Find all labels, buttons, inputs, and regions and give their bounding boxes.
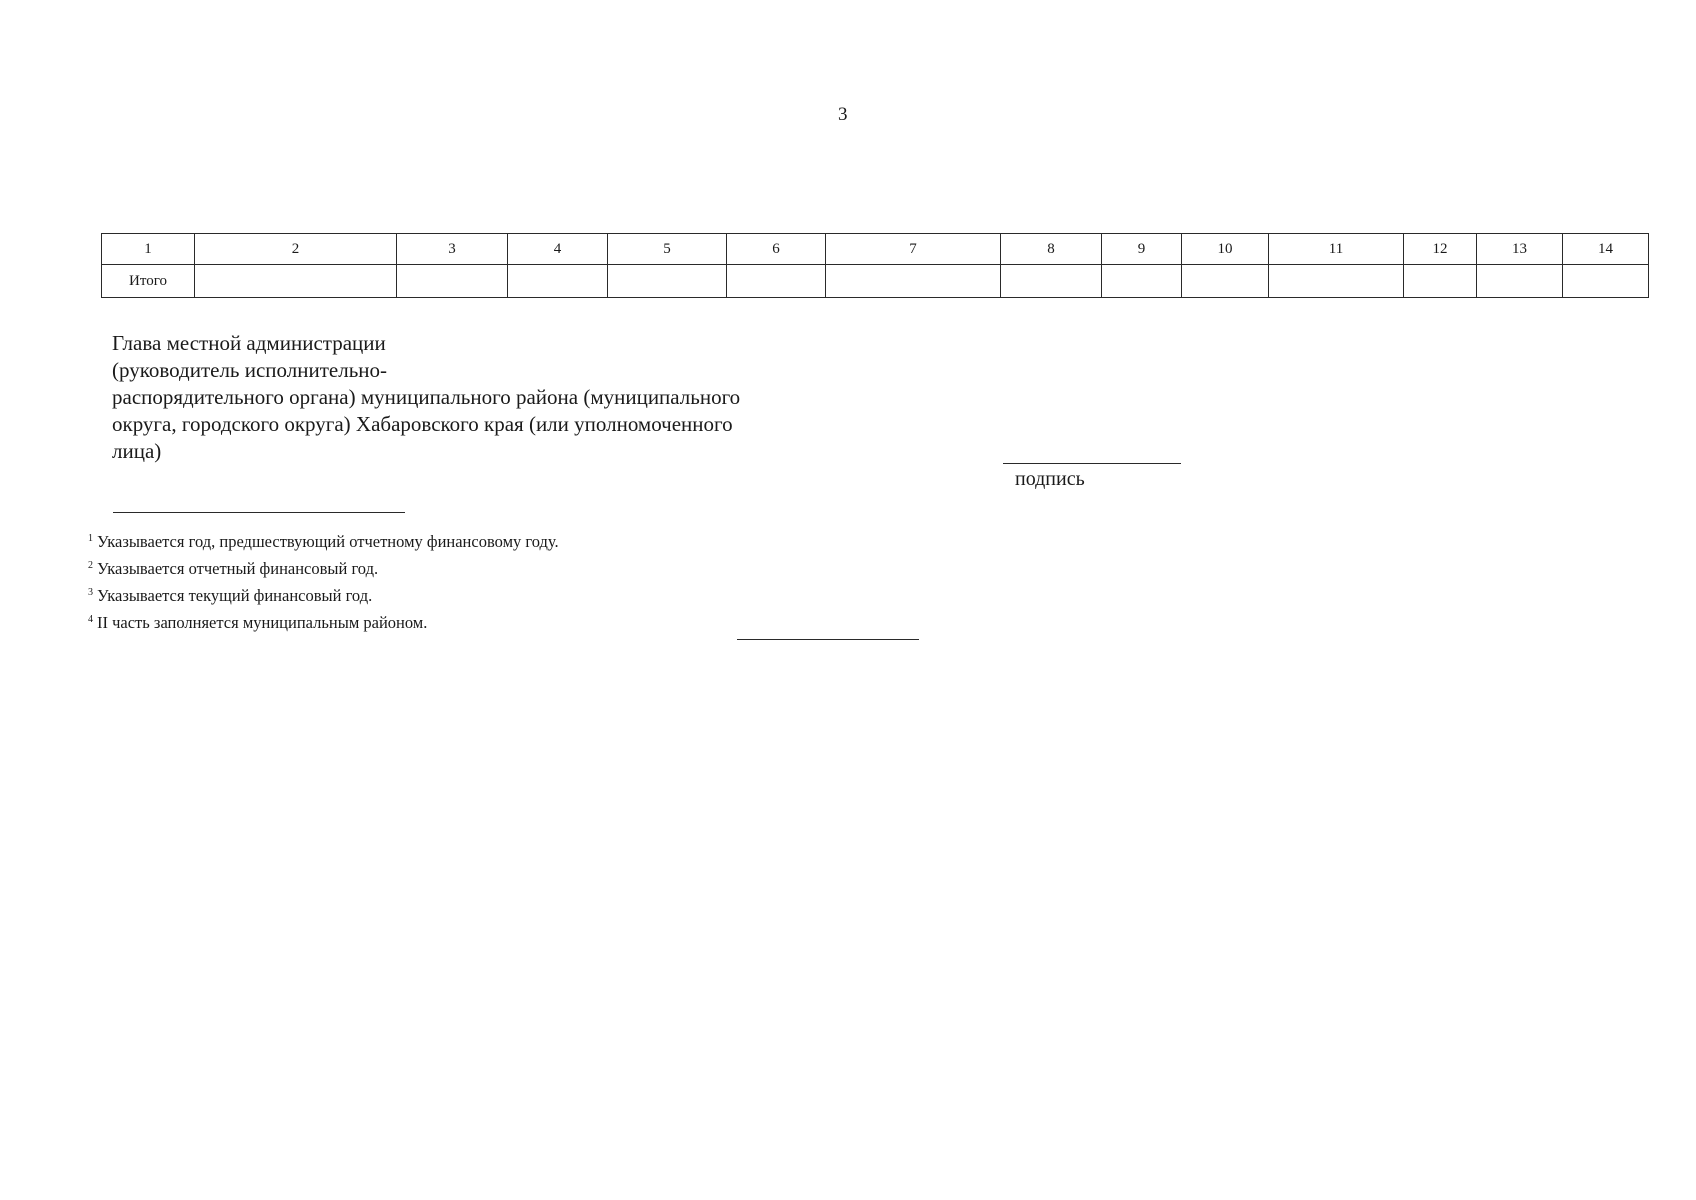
table-cell bbox=[1563, 265, 1649, 298]
footnote-mark: 3 bbox=[88, 587, 93, 598]
column-number: 7 bbox=[826, 234, 1001, 265]
footnote bbox=[88, 554, 559, 581]
footnote bbox=[88, 608, 559, 635]
footnotes bbox=[88, 527, 559, 635]
footnote-text: Указывается год, предшествующий отчетному финансовому году. bbox=[97, 532, 559, 551]
table-cell bbox=[1404, 265, 1477, 298]
summary-table bbox=[101, 233, 1649, 298]
signer-line: (руководитель исполнительно- bbox=[112, 358, 388, 382]
footnote-divider bbox=[113, 512, 405, 513]
column-number: 1 bbox=[102, 234, 195, 265]
table-cell bbox=[727, 265, 826, 298]
footnote bbox=[88, 527, 559, 554]
column-number: 14 bbox=[1563, 234, 1649, 265]
page-number: 3 bbox=[838, 104, 848, 125]
table-cell bbox=[1102, 265, 1182, 298]
total-label: Итого bbox=[102, 265, 195, 298]
signer-line: лица) bbox=[112, 439, 162, 463]
table-cell bbox=[1001, 265, 1102, 298]
table-cell bbox=[608, 265, 727, 298]
column-number: 4 bbox=[508, 234, 608, 265]
table-cell bbox=[1182, 265, 1269, 298]
column-number: 6 bbox=[727, 234, 826, 265]
column-number: 13 bbox=[1477, 234, 1563, 265]
signer-line: Глава местной администрации bbox=[112, 331, 386, 355]
column-number: 11 bbox=[1269, 234, 1404, 265]
signer-line: распорядительного органа) муниципального района (муниципального bbox=[112, 385, 741, 409]
table-cell bbox=[1477, 265, 1563, 298]
table-total-row bbox=[102, 265, 1649, 298]
footnote-mark: 4 bbox=[88, 614, 93, 625]
footnote-mark: 1 bbox=[88, 533, 93, 544]
footnote-text: Указывается отчетный финансовый год. bbox=[97, 559, 379, 578]
footnote-text: II часть заполняется муниципальным районом. bbox=[97, 613, 428, 632]
table-header-row bbox=[102, 234, 1649, 265]
column-number: 5 bbox=[608, 234, 727, 265]
end-divider bbox=[737, 639, 919, 640]
table-cell bbox=[826, 265, 1001, 298]
column-number: 10 bbox=[1182, 234, 1269, 265]
column-number: 8 bbox=[1001, 234, 1102, 265]
table-cell bbox=[508, 265, 608, 298]
table-cell bbox=[1269, 265, 1404, 298]
signer-line: округа, городского округа) Хабаровского края (или уполномоченного bbox=[112, 412, 733, 436]
column-number: 3 bbox=[397, 234, 508, 265]
column-number: 2 bbox=[195, 234, 397, 265]
column-number: 12 bbox=[1404, 234, 1477, 265]
footnote bbox=[88, 581, 559, 608]
column-number: 9 bbox=[1102, 234, 1182, 265]
footnote-text: Указывается текущий финансовый год. bbox=[97, 586, 373, 605]
footnote-mark: 2 bbox=[88, 560, 93, 571]
signature-label: подпись bbox=[1015, 468, 1085, 490]
table-cell bbox=[195, 265, 397, 298]
table-cell bbox=[397, 265, 508, 298]
signer-block bbox=[112, 330, 872, 465]
signature-line bbox=[1003, 463, 1181, 464]
